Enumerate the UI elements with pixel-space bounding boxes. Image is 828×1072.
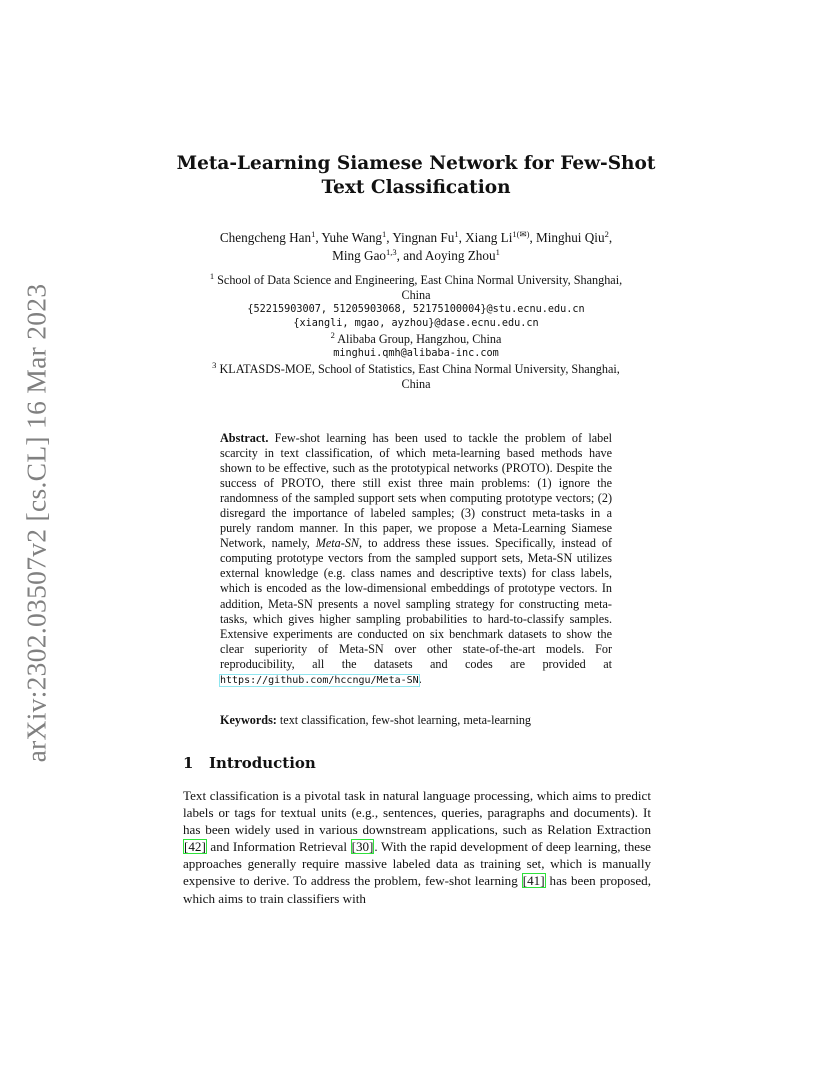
email-line-2: {xiangli, mgao, ayzhou}@dase.ecnu.edu.cn: [293, 318, 539, 330]
abstract-text: Few-shot learning has been used to tackle the problem of label scarcity in text classification, of which meta-learning based methods have shown to be effective, such as the prototypical networks (PROTO). Despite the success of PROTO, there still exist three main problems: (1) ignore the randomness of the sampled support sets when computing prototype vectors; (2) disregard the importance of labeled samples; (3) construct meta-tasks in a purely random manner. In this paper, we propose a Meta-Learning Siamese Network, namely,: [220, 431, 613, 551]
author-name: Chengcheng Han: [219, 230, 312, 245]
author-affil-mark: 1: [382, 229, 387, 239]
citation-link[interactable]: [30]: [351, 839, 374, 855]
author-list: [150, 229, 682, 265]
affil-mark: 1: [209, 271, 215, 281]
title-line-1: Meta-Learning Siamese Network for Few-Shot: [176, 153, 656, 174]
author-affil-mark: 2: [604, 229, 609, 239]
section-title: Introduction: [209, 754, 316, 772]
email-line-3: minghui.qmh@alibaba-inc.com: [333, 347, 499, 359]
body-text: Text classification is a pivotal task in natural language processing, which aims to predict labels or tags for textual units (e.g., sentences, queries, paragraphs and documents). It has been widely used in various downstream applications, such as Relation Extraction: [183, 788, 651, 838]
keywords-label: Keywords:: [220, 713, 277, 727]
keywords: [220, 713, 612, 728]
affiliation-1: School of Data Science and Engineering, East China Normal University, Shanghai,: [217, 273, 623, 287]
abstract-text: , to address these issues. Specifically, instead of computing prototype vectors from the sampled support sets, Meta-SN utilizes external knowledge (e.g. class names and descriptive texts) for class labels, which is encoded as the low-dimensional embeddings of prototype vectors. In addition, Meta-SN presents a novel sampling strategy for constructing meta-tasks, which gives higher sampling probabilities to hard-to-classify samples. Extensive experiments are conducted on six benchmark datasets to show the clear superiority of Meta-SN over other state-of-the-art models. For reproducibility, all the datasets and codes are provided at: [220, 536, 612, 671]
section-number: 1: [183, 754, 194, 772]
affiliation-1-cont: China: [401, 287, 431, 302]
abstract-label: Abstract.: [220, 431, 269, 445]
affil-mark: 3: [212, 359, 217, 370]
body-text: and Information Retrieval: [206, 839, 351, 855]
arxiv-stamp-text: arXiv:2302.03507v2 [cs.CL] 16 Mar 2023: [20, 283, 51, 762]
affil-mark: 2: [330, 330, 335, 341]
section-heading: [183, 754, 316, 772]
author-name: , Yuhe Wang: [315, 230, 383, 245]
affiliations: [182, 273, 650, 391]
abstract: [220, 431, 612, 688]
affiliation-3: KLATASDS-MOE, School of Statistics, East China Normal University, Shanghai,: [219, 361, 620, 376]
body-text: . With the rapid development of deep learning, these approaches generally require massive labeled data as training set, which is manually expensive to derive. To address the problem, few-shot learning: [183, 839, 651, 889]
author-affil-mark: 1: [495, 247, 500, 257]
author-name: , Yingnan Fu: [386, 230, 455, 245]
paper-title: [150, 152, 682, 200]
author-affil-mark: 1: [311, 229, 316, 239]
abstract-end: .: [418, 671, 422, 686]
introduction-paragraph: [183, 787, 651, 907]
affiliation-3-cont: China: [401, 376, 431, 391]
citation-link[interactable]: [41]: [522, 873, 545, 889]
abstract-emphasis: Meta-SN: [315, 536, 360, 551]
title-line-2: Text Classification: [321, 177, 511, 198]
body-text: has been proposed, which aims to train classifiers with: [183, 873, 651, 906]
author-affil-mark: 1(✉): [512, 229, 530, 239]
author-name: , Minghui Qiu: [529, 230, 605, 245]
author-name: Ming Gao: [332, 248, 387, 263]
author-separator: ,: [608, 230, 613, 245]
affiliation-2: Alibaba Group, Hangzhou, China: [337, 332, 502, 347]
arxiv-side-stamp: [11, 285, 61, 760]
author-affil-mark: 1: [454, 229, 459, 239]
author-name: , and Aoying Zhou: [396, 248, 496, 263]
code-link[interactable]: https://github.com/hccngu/Meta-SN: [220, 674, 419, 686]
author-affil-mark: 1,3: [386, 247, 397, 257]
author-name: , Xiang Li: [458, 230, 513, 245]
citation-link[interactable]: [42]: [184, 839, 206, 855]
keywords-text: text classification, few-shot learning, meta-learning: [279, 713, 532, 727]
email-line-1: {52215903007, 51205903068, 52175100004}@stu.ecnu.edu.cn: [247, 303, 585, 315]
